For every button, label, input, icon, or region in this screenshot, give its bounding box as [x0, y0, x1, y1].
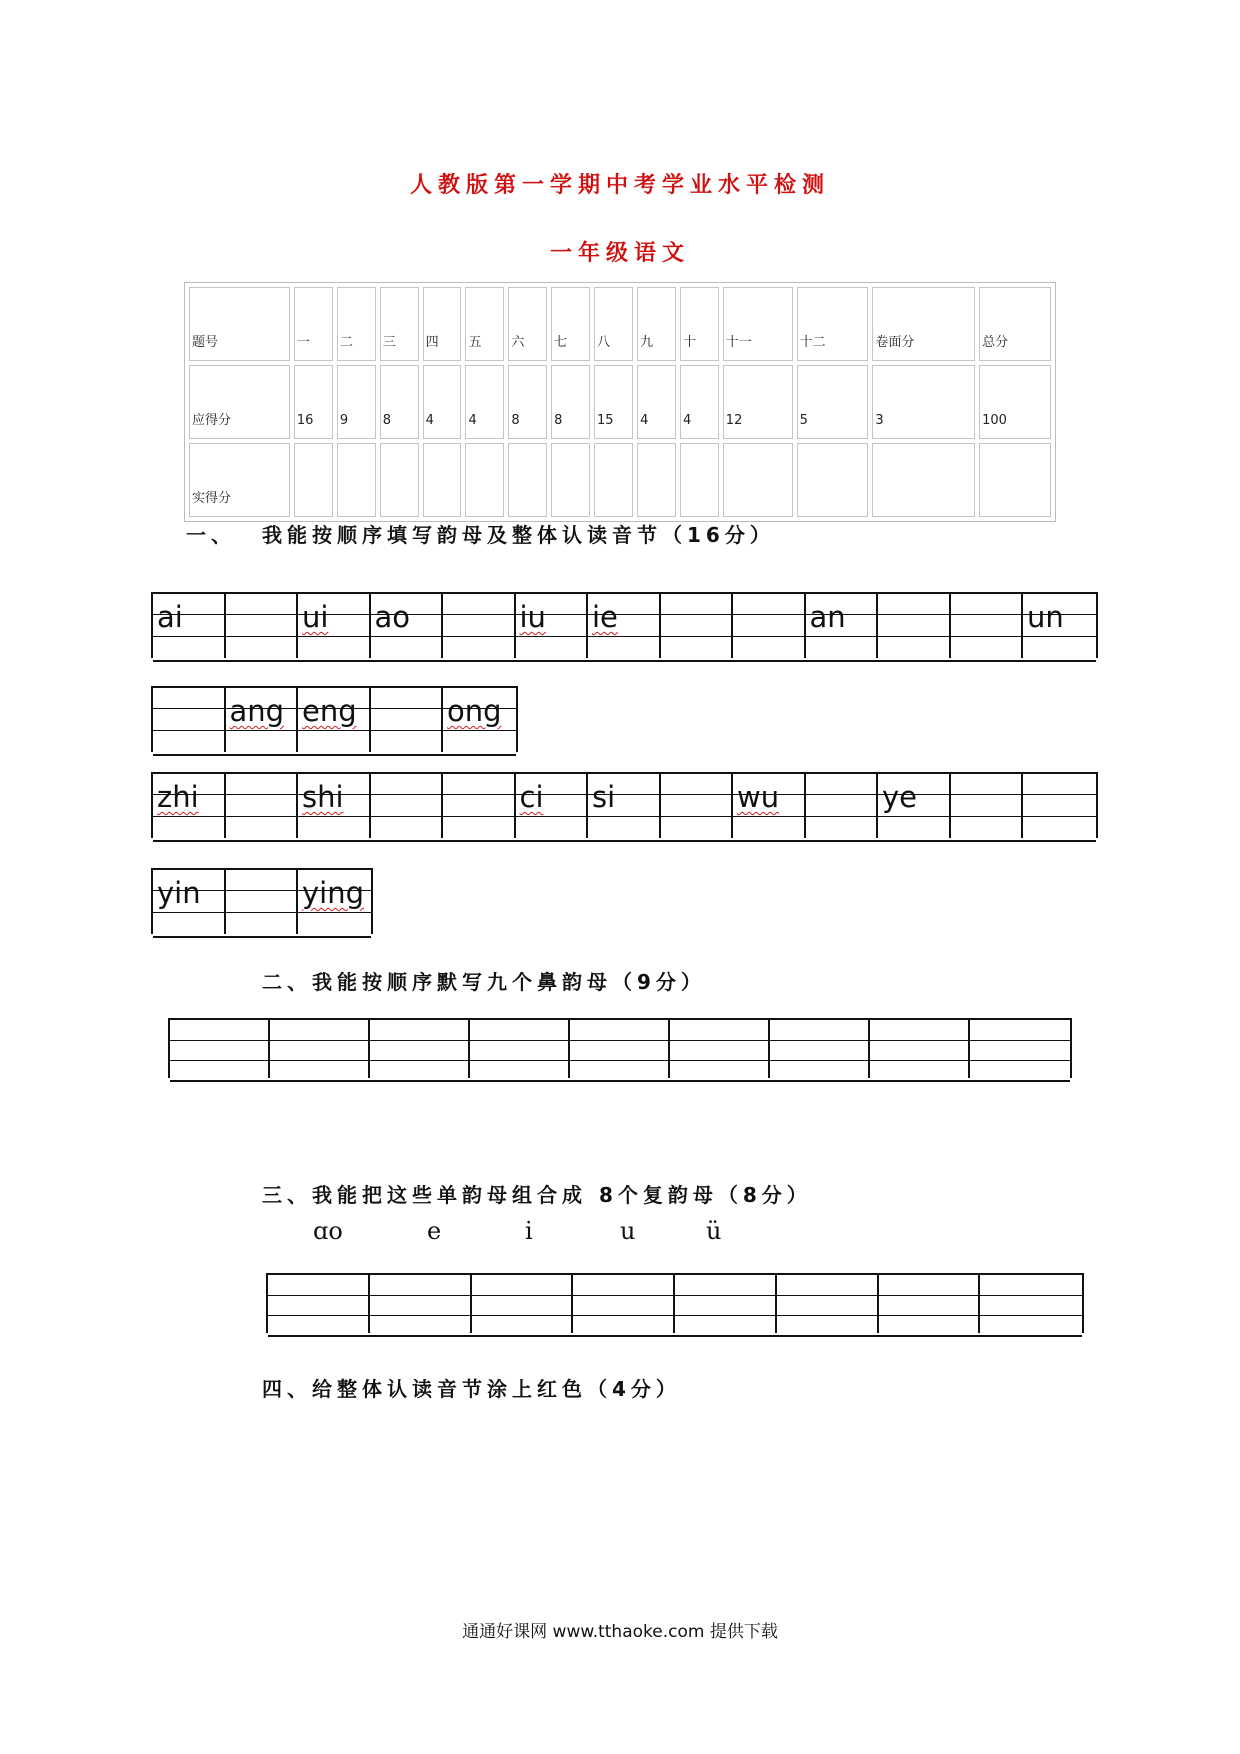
answer-cell[interactable] [470, 1273, 574, 1333]
pinyin-cell [296, 592, 371, 658]
section-1-heading: 我能按顺序填写韵母及整体认读音节（16分） [262, 523, 775, 547]
table-cell: 8 [380, 365, 419, 439]
answer-cell[interactable] [368, 1018, 470, 1078]
pinyin-text: ying [302, 876, 365, 910]
pinyin-blank-cell[interactable] [949, 592, 1024, 658]
table-cell: 一 [294, 287, 333, 361]
pinyin-blank-cell[interactable] [441, 592, 516, 658]
score-table [184, 282, 1056, 522]
footer-credit: 通通好课网 www.tthaoke.com 提供下载 [462, 1622, 778, 1642]
score-table-header-row [189, 287, 1051, 361]
section-1-number: 一、 [186, 523, 236, 547]
pinyin-text: si [592, 780, 616, 814]
pinyin-grid-row [153, 868, 371, 938]
table-cell: 二 [337, 287, 376, 361]
pinyin-cell [514, 772, 589, 838]
pinyin-text: iu [519, 600, 546, 634]
pinyin-grid-row [153, 686, 516, 756]
table-cell: 4 [680, 365, 719, 439]
score-input-cell[interactable] [979, 443, 1051, 517]
pinyin-blank-cell[interactable] [731, 592, 806, 658]
pinyin-grid-row [153, 772, 1096, 842]
pinyin-blank-cell[interactable] [369, 772, 444, 838]
score-input-cell[interactable] [723, 443, 793, 517]
pinyin-cell [876, 772, 951, 838]
pinyin-text: ui [302, 600, 329, 634]
vowel-label: ɑo [313, 1217, 343, 1245]
score-input-cell[interactable] [551, 443, 590, 517]
table-cell: 100 [979, 365, 1051, 439]
table-cell: 六 [508, 287, 547, 361]
page-subtitle: 一年级语文 [549, 241, 690, 266]
table-cell: 8 [508, 365, 547, 439]
pinyin-blank-cell[interactable] [949, 772, 1024, 838]
score-input-cell[interactable] [508, 443, 547, 517]
answer-cell[interactable] [571, 1273, 675, 1333]
pinyin-text: eng [302, 694, 357, 728]
pinyin-text: ci [519, 780, 544, 814]
pinyin-grid-row [153, 592, 1096, 662]
table-cell: 五 [465, 287, 504, 361]
pinyin-text: ai [157, 600, 183, 634]
pinyin-blank-cell[interactable] [224, 592, 299, 658]
answer-cell[interactable] [266, 1273, 370, 1333]
pinyin-blank-cell[interactable] [1021, 772, 1098, 838]
score-input-cell[interactable] [294, 443, 333, 517]
table-cell: 四 [423, 287, 462, 361]
pinyin-blank-cell[interactable] [804, 772, 879, 838]
answer-cell[interactable] [568, 1018, 670, 1078]
pinyin-text: yin [157, 876, 201, 910]
table-cell: 九 [637, 287, 676, 361]
pinyin-cell [296, 868, 373, 934]
answer-cell[interactable] [468, 1018, 570, 1078]
table-cell: 七 [551, 287, 590, 361]
pinyin-cell [441, 686, 518, 752]
pinyin-cell [151, 868, 226, 934]
vowel-label: ü [706, 1217, 722, 1245]
pinyin-cell [296, 686, 371, 752]
pinyin-blank-cell[interactable] [876, 592, 951, 658]
table-cell: 十 [680, 287, 719, 361]
table-cell: 十一 [723, 287, 793, 361]
pinyin-cell [514, 592, 589, 658]
table-cell: 15 [594, 365, 633, 439]
score-input-cell[interactable] [337, 443, 376, 517]
section-3-heading: 三、我能把这些单韵母组合成 8个复韵母（8分） [262, 1183, 812, 1207]
answer-cell[interactable] [673, 1273, 777, 1333]
pinyin-cell [151, 592, 226, 658]
table-cell: 12 [723, 365, 793, 439]
pinyin-blank-cell[interactable] [151, 686, 226, 752]
table-cell: 4 [465, 365, 504, 439]
table-cell: 4 [423, 365, 462, 439]
table-cell: 4 [637, 365, 676, 439]
pinyin-blank-cell[interactable] [659, 592, 734, 658]
table-cell: 八 [594, 287, 633, 361]
table-cell: 8 [551, 365, 590, 439]
pinyin-blank-cell[interactable] [224, 772, 299, 838]
score-input-cell[interactable] [594, 443, 633, 517]
section-4-heading: 四、给整体认读音节涂上红色（4分） [262, 1377, 681, 1401]
table-cell: 5 [797, 365, 869, 439]
pinyin-cell [804, 592, 879, 658]
pinyin-blank-cell[interactable] [369, 686, 444, 752]
answer-cell[interactable] [978, 1273, 1084, 1333]
pinyin-text: wu [737, 780, 780, 814]
pinyin-blank-cell[interactable] [224, 868, 299, 934]
score-input-cell[interactable] [380, 443, 419, 517]
table-cell: 总分 [979, 287, 1051, 361]
section-2-heading: 二、我能按顺序默写九个鼻韵母（9分） [262, 970, 706, 994]
pinyin-cell [586, 772, 661, 838]
pinyin-cell [296, 772, 371, 838]
pinyin-text: ang [229, 694, 285, 728]
vowel-label: u [620, 1217, 636, 1245]
answer-cell[interactable] [868, 1018, 970, 1078]
pinyin-cell [369, 592, 444, 658]
answer-cell[interactable] [168, 1018, 270, 1078]
table-cell: 9 [337, 365, 376, 439]
answer-cell[interactable] [775, 1273, 879, 1333]
table-cell: 应得分 [189, 365, 290, 439]
pinyin-blank-cell[interactable] [659, 772, 734, 838]
score-input-cell[interactable] [423, 443, 462, 517]
pinyin-cell [731, 772, 806, 838]
answer-cell[interactable] [668, 1018, 770, 1078]
answer-cell[interactable] [368, 1273, 472, 1333]
table-cell: 题号 [189, 287, 290, 361]
pinyin-text: an [809, 600, 846, 634]
pinyin-text: ao [374, 600, 411, 634]
score-input-cell[interactable] [637, 443, 676, 517]
pinyin-cell [224, 686, 299, 752]
table-cell: 卷面分 [872, 287, 975, 361]
pinyin-cell [151, 772, 226, 838]
table-cell: 十二 [797, 287, 869, 361]
score-table-actual-row [189, 443, 1051, 517]
pinyin-text: ong [447, 694, 502, 728]
score-input-cell[interactable] [465, 443, 504, 517]
vowel-label: e [427, 1217, 442, 1245]
answer-cell[interactable] [877, 1273, 981, 1333]
answer-cell[interactable] [968, 1018, 1072, 1078]
table-cell: 16 [294, 365, 333, 439]
table-cell: 三 [380, 287, 419, 361]
pinyin-text: un [1027, 600, 1064, 634]
score-table-full-marks-row [189, 365, 1051, 439]
pinyin-text: zhi [157, 780, 199, 814]
answer-grid-nasal-finals [170, 1018, 1070, 1082]
score-input-cell[interactable] [680, 443, 719, 517]
pinyin-cell [586, 592, 661, 658]
pinyin-text: ye [882, 780, 918, 814]
score-input-cell[interactable] [797, 443, 869, 517]
answer-cell[interactable] [768, 1018, 870, 1078]
answer-grid-compound-finals [268, 1273, 1082, 1337]
vowel-label: i [525, 1217, 533, 1245]
pinyin-text: shi [302, 780, 344, 814]
page-title: 人教版第一学期中考学业水平检测 [409, 173, 830, 198]
table-cell: 3 [872, 365, 975, 439]
score-input-cell[interactable] [872, 443, 975, 517]
answer-cell[interactable] [268, 1018, 370, 1078]
pinyin-cell [1021, 592, 1098, 658]
table-cell: 实得分 [189, 443, 290, 517]
pinyin-text: ie [592, 600, 618, 634]
pinyin-blank-cell[interactable] [441, 772, 516, 838]
